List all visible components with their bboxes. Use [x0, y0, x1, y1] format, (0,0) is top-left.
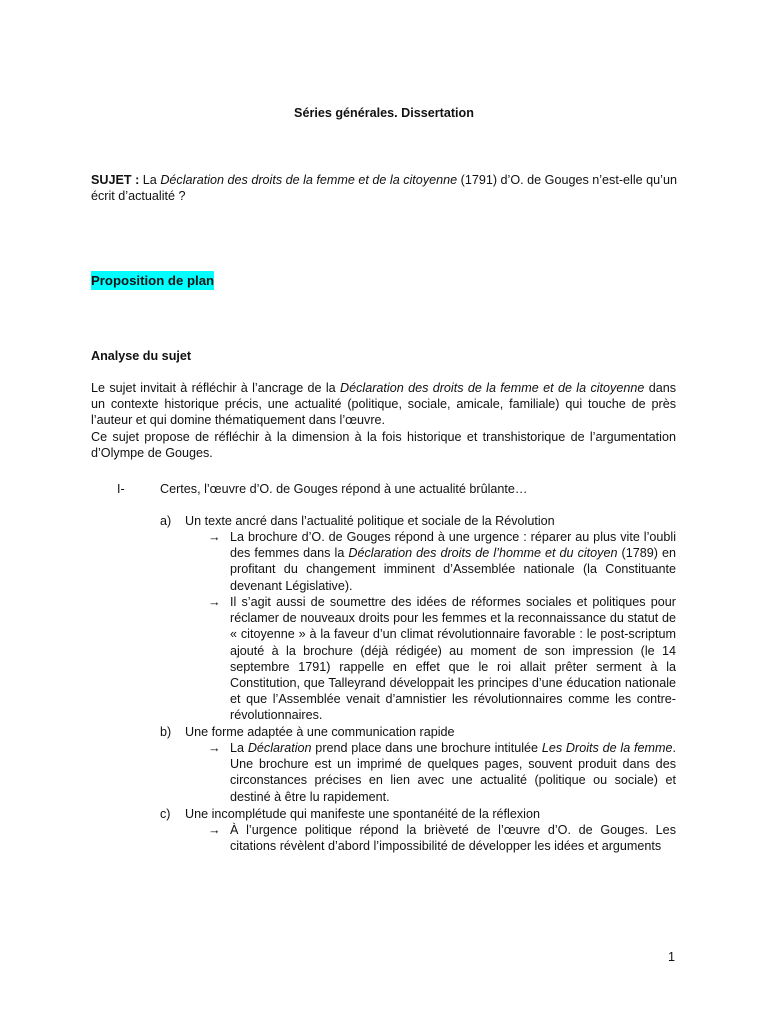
bullet-b1-pre: La	[230, 741, 248, 755]
subsection-a-title: Un texte ancré dans l’actualité politique et sociale de la Révolution	[185, 514, 555, 528]
bullet-a1-work-title: Déclaration des droits de l’homme et du citoyen	[348, 546, 618, 561]
analysis-paragraph-2: Ce sujet propose de réfléchir à la dimension à la fois historique et transhistorique de l’argumentation d’Olympe de Gouges.	[91, 430, 676, 461]
bullet-c1-text: À l’urgence politique répond la brièveté de l’œuvre d’O. de Gouges. Les citations révèlent d’abord l’impossibilité de développer les idées et arguments	[230, 823, 676, 854]
plan-heading: Proposition de plan	[91, 273, 215, 288]
bullet-b1-mid: prend place dans une brochure intitulée	[311, 741, 542, 755]
bullet-a1-post: (1789) en profitant du changement imminent d’Assemblée nationale (la Constituante devenant Législative).	[230, 546, 676, 593]
bullet-a2	[208, 594, 676, 724]
bullet-b1-work-title-1: Déclaration	[247, 741, 312, 755]
subject-text-post: (1791) d’O. de Gouges n’est-elle qu’un écrit d’actualité ?	[91, 173, 677, 204]
bullet-c1	[208, 822, 676, 854]
subsection-b-title: Une forme adaptée à une communication rapide	[185, 725, 455, 739]
section-1-title: Certes, l’œuvre d’O. de Gouges répond à une actualité brûlante…	[160, 482, 528, 496]
bullet-a2-text: Il s’agit aussi de soumettre des idées de réformes sociales et politiques pour réclamer de nouveaux droits pour les femmes et la reconnaissance du statut de « citoyenne » à la faveur d’un climat révolutionnaire favorable : le post-scriptum ajouté à la brochure (déjà rédigée) au moment de son impression (le 14 septembre 1791) rappelle en effet que le roi allait prêter serment à la Constitution, que Talleyrand développait les principes d’une éducation nationale et que l’Assemblée venait d’amnistier les révolutionnaires comme les contre-révolutionnaires.	[230, 595, 676, 723]
arrow-icon: →	[208, 823, 221, 837]
bullet-a1	[208, 529, 676, 594]
arrow-icon: →	[208, 530, 221, 544]
section-1-number: I-	[117, 482, 125, 496]
subject-label: SUJET :	[91, 173, 140, 187]
arrow-icon: →	[208, 595, 221, 609]
document-title: Séries générales. Dissertation	[294, 106, 474, 120]
analysis-paragraph-1	[91, 380, 676, 429]
analysis-p1-post: dans un contexte historique précis, une actualité (politique, sociale, amicale, familiale) qui touche de près l’auteur et qui domine thématiquement dans l’œuvre.	[91, 381, 677, 428]
arrow-icon: →	[208, 741, 221, 755]
bullet-a1-pre: La brochure d’O. de Gouges répond à une urgence : réparer au plus vite l’oubli des femmes dans la	[230, 530, 676, 561]
subsection-c-label: c)	[160, 807, 171, 821]
analysis-heading: Analyse du sujet	[91, 349, 192, 363]
bullet-b1	[208, 740, 676, 805]
subject-text-pre: La	[139, 173, 161, 187]
page-number: 1	[668, 950, 676, 964]
bullet-b1-post: . Une brochure est un imprimé de quelques pages, souvent produit dans des circonstances précises en lien avec une actualité (politique ou sociale) et destiné à être lu rapidement.	[230, 741, 676, 804]
subsection-b-label: b)	[160, 725, 172, 739]
subject-work-title: Déclaration des droits de la femme et de la citoyenne	[160, 173, 458, 187]
subsection-a-label: a)	[160, 514, 172, 528]
analysis-p1-pre: Le sujet invitait à réfléchir à l’ancrage de la	[91, 381, 341, 395]
bullet-b1-work-title-2: Les Droits de la femme	[541, 741, 673, 755]
subsection-c-title: Une incomplétude qui manifeste une spontanéité de la réflexion	[185, 807, 540, 821]
subject-statement	[91, 172, 691, 204]
analysis-p1-work-title: Déclaration des droits de la femme et de la citoyenne	[340, 381, 645, 395]
